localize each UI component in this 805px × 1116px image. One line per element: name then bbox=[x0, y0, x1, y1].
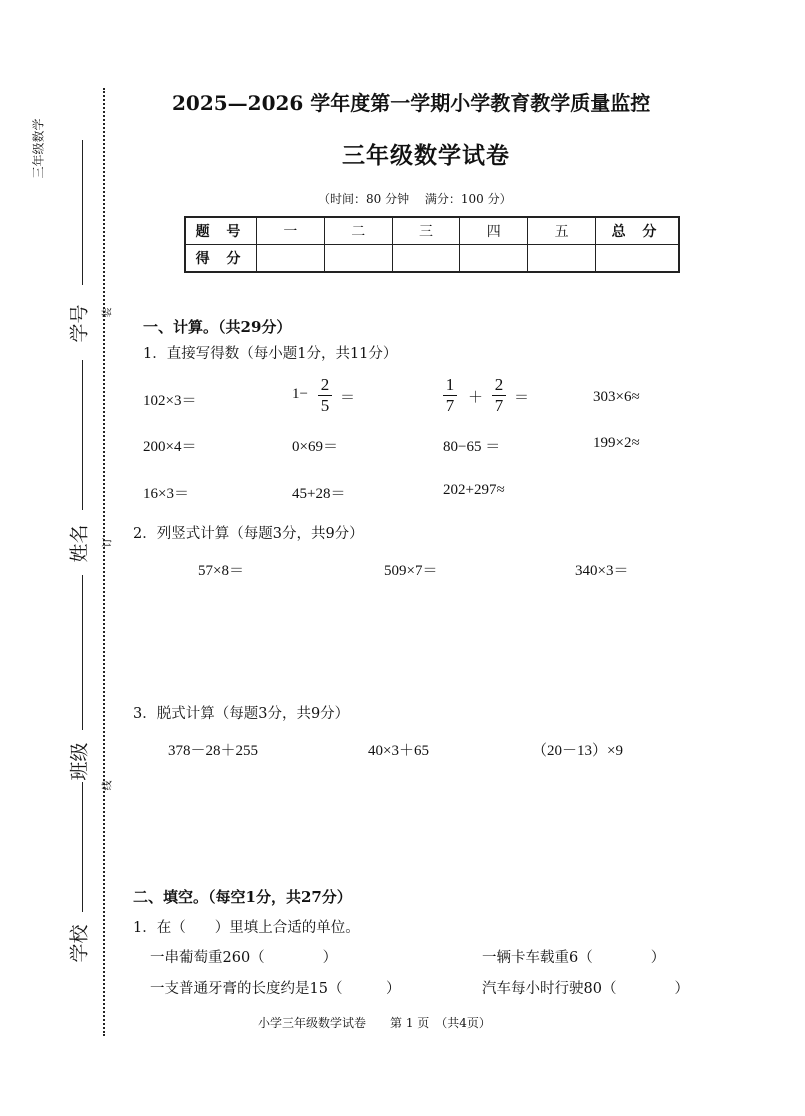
section2-heading: 二、填空。（每空1分，共27分） bbox=[133, 888, 352, 906]
calc-b-suffix: ＝ bbox=[340, 390, 356, 406]
label-xingming: 姓名 bbox=[68, 524, 91, 563]
time-info: （时间：80 分钟 满分：100 分） bbox=[318, 192, 512, 206]
binding-line bbox=[103, 88, 105, 1036]
calc-e: 200×4＝ bbox=[143, 439, 197, 455]
fraction-2-5 bbox=[318, 376, 332, 415]
blank-xuehao bbox=[82, 140, 83, 285]
cut-mark-ding: 订 bbox=[102, 537, 114, 548]
fraction-1-7 bbox=[443, 376, 457, 415]
frac-den: 7 bbox=[445, 396, 455, 415]
calc-i: 16×3＝ bbox=[143, 486, 189, 502]
score-table bbox=[184, 216, 680, 273]
label-banji: 班级 bbox=[68, 742, 91, 781]
label-xuexiao: 学校 bbox=[68, 924, 91, 963]
frac-num: 2 bbox=[494, 375, 504, 394]
exam-title: 2025—2026 学年度第一学期小学教育教学质量监控 bbox=[172, 91, 651, 115]
fill-item-3: 一支普通牙膏的长度约是15（ ） bbox=[150, 981, 401, 997]
cut-mark-zhuang: 装 bbox=[102, 307, 114, 318]
fill-item-2: 一辆卡车载重6（ ） bbox=[482, 950, 666, 966]
score-cell-3[interactable] bbox=[392, 245, 460, 273]
q1-label: 1．直接写得数（每小题1分，共11分） bbox=[143, 346, 398, 362]
section1-heading: 一、计算。（共29分） bbox=[143, 318, 292, 336]
calc-d: 303×6≈ bbox=[593, 389, 640, 405]
blank-xuexiao bbox=[82, 782, 83, 912]
score-col-4: 四 bbox=[460, 217, 528, 245]
calc-f: 0×69＝ bbox=[292, 439, 338, 455]
step-calc-3: （20－13）×9 bbox=[532, 743, 623, 759]
fill-item-1: 一串葡萄重260（ ） bbox=[150, 950, 338, 966]
score-total-label: 总 分 bbox=[596, 217, 680, 245]
calc-k: 202+297≈ bbox=[443, 482, 505, 498]
q3-label: 3．脱式计算（每题3分，共9分） bbox=[133, 706, 350, 722]
frac-den: 7 bbox=[494, 396, 504, 415]
vertical-calc-1: 57×8＝ bbox=[198, 563, 244, 579]
vertical-calc-3: 340×3＝ bbox=[575, 563, 629, 579]
score-row-label: 题 号 bbox=[185, 217, 257, 245]
fraction-2-7 bbox=[492, 376, 506, 415]
score-cell-1[interactable] bbox=[257, 245, 325, 273]
calc-c-plus: ＋ bbox=[468, 390, 484, 406]
frac-den: 5 bbox=[320, 396, 330, 415]
score-row2-label: 得 分 bbox=[185, 245, 257, 273]
blank-xingming bbox=[82, 360, 83, 510]
s2-q1-label: 1．在（ ）里填上合适的单位。 bbox=[133, 920, 360, 936]
score-col-2: 二 bbox=[324, 217, 392, 245]
score-cell-5[interactable] bbox=[528, 245, 596, 273]
frac-num: 1 bbox=[445, 375, 455, 394]
score-col-1: 一 bbox=[257, 217, 325, 245]
calc-c-suffix: ＝ bbox=[514, 390, 530, 406]
blank-banji bbox=[82, 575, 83, 730]
calc-b-prefix: 1− bbox=[292, 386, 308, 402]
cut-mark-xian: 线 bbox=[102, 780, 114, 791]
score-cell-4[interactable] bbox=[460, 245, 528, 273]
calc-a: 102×3＝ bbox=[143, 393, 197, 409]
calc-j: 45+28＝ bbox=[292, 486, 346, 502]
score-col-3: 三 bbox=[392, 217, 460, 245]
score-cell-2[interactable] bbox=[324, 245, 392, 273]
page-footer: 小学三年级数学试卷 第 1 页 （共4页） bbox=[258, 1016, 491, 1030]
exam-subtitle: 三年级数学试卷 bbox=[342, 142, 510, 169]
label-xuehao: 学号 bbox=[68, 304, 91, 343]
score-cell-total[interactable] bbox=[596, 245, 680, 273]
q2-label: 2．列竖式计算（每题3分，共9分） bbox=[133, 526, 364, 542]
margin-subject: 三年级数学 bbox=[31, 118, 46, 179]
calc-g: 80−65 ＝ bbox=[443, 439, 501, 455]
calc-h: 199×2≈ bbox=[593, 435, 640, 451]
vertical-calc-2: 509×7＝ bbox=[384, 563, 438, 579]
score-col-5: 五 bbox=[528, 217, 596, 245]
frac-num: 2 bbox=[320, 375, 330, 394]
step-calc-2: 40×3＋65 bbox=[368, 743, 429, 759]
fill-item-4: 汽车每小时行驶80（ ） bbox=[482, 981, 689, 997]
step-calc-1: 378－28＋255 bbox=[168, 743, 259, 759]
